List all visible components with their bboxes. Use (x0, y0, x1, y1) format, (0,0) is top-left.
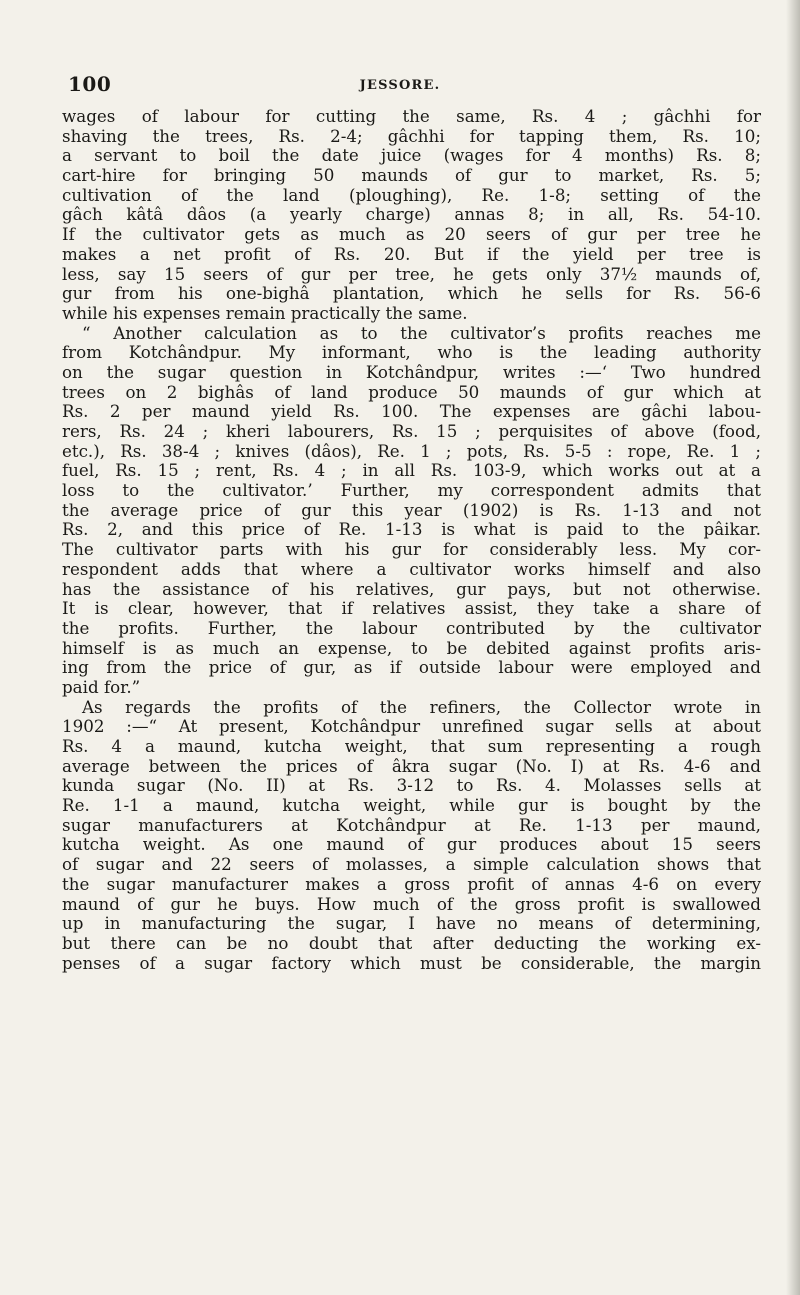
text-line: maund of gur he buys. How much of the gross profit is swallowed (62, 894, 761, 914)
text-line: trees on 2 bighâs of land produce 50 maunds of gur which at (62, 382, 761, 402)
text-line: 1902 :—“ At present, Kotchândpur unrefined sugar sells at about (62, 717, 761, 737)
text-line: from Kotchândpur. My informant, who is the leading authority (62, 343, 761, 363)
page-number: 100 (68, 72, 112, 96)
running-title: JESSORE. (359, 78, 441, 93)
text-line: sugar manufacturers at Kotchândpur at Re. 1-13 per maund, (62, 815, 761, 835)
text-line: fuel, Rs. 15 ; rent, Rs. 4 ; in all Rs. 103-9, which works out at a (62, 461, 761, 481)
text-line: the profits. Further, the labour contributed by the cultivator (62, 618, 761, 638)
text-line: rers, Rs. 24 ; kheri labourers, Rs. 15 ; perquisites of above (food, (62, 422, 761, 441)
text-line: a servant to boil the date juice (wages for 4 months) Rs. 8; (62, 146, 761, 166)
text-line: cart-hire for bringing 50 maunds of gur to market, Rs. 5; (62, 166, 761, 186)
text-line: himself is as much an expense, to be debited against profits aris- (62, 638, 761, 658)
text-line: the sugar manufacturer makes a gross profit of annas 4-6 on every (62, 874, 761, 894)
text-line: gur from his one-bighâ plantation, which he sells for Rs. 56-6 (62, 284, 761, 304)
text-line: If the cultivator gets as much as 20 seers of gur per tree he (62, 225, 761, 245)
text-line: wages of labour for cutting the same, Rs. 4 ; gâchhi for (62, 107, 761, 126)
text-line: kunda sugar (No. II) at Rs. 3-12 to Rs. 4. Molasses sells at (62, 776, 761, 796)
text-line: paid for.” (62, 677, 141, 697)
text-line: ing from the price of gur, as if outside labour were employed and (62, 658, 761, 678)
text-line: respondent adds that where a cultivator works himself and also (62, 559, 761, 579)
body-text (62, 107, 761, 973)
text-line: less, say 15 seers of gur per tree, he gets only 37½ maunds of, (62, 264, 761, 284)
text-line: up in manufacturing the sugar, I have no means of determining, (62, 914, 761, 934)
text-line: Re. 1-1 a maund, kutcha weight, while gur is bought by the (62, 796, 761, 816)
text-line: As regards the profits of the refiners, the Collector wrote in (82, 697, 761, 717)
text-line: loss to the cultivator.’ Further, my correspondent admits that (62, 481, 761, 501)
text-line: average between the prices of âkra sugar (No. I) at Rs. 4-6 and (62, 756, 761, 776)
text-line: has the assistance of his relatives, gur pays, but not otherwise. (62, 579, 761, 599)
text-line: while his expenses remain practically the same. (62, 303, 468, 323)
text-line: Rs. 2 per maund yield Rs. 100. The expenses are gâchi labou- (62, 402, 761, 422)
text-line: makes a net profit of Rs. 20. But if the yield per tree is (62, 244, 761, 264)
text-line: of sugar and 22 seers of molasses, a simple calculation shows that (62, 855, 761, 875)
text-line: kutcha weight. As one maund of gur produces about 15 seers (62, 835, 761, 855)
text-line: It is clear, however, that if relatives assist, they take a share of (62, 599, 761, 619)
text-line: gâch kâtâ dâos (a yearly charge) annas 8; in all, Rs. 54-10. (62, 205, 761, 225)
text-line: etc.), Rs. 38-4 ; knives (dâos), Re. 1 ; pots, Rs. 5-5 : rope, Re. 1 ; (62, 441, 761, 461)
page-edge-shadow (786, 0, 800, 1295)
text-line: on the sugar question in Kotchândpur, writes :—‘ Two hundred (62, 362, 761, 382)
text-line: the average price of gur this year (1902) is Rs. 1-13 and not (62, 500, 761, 520)
text-line: Rs. 2, and this price of Re. 1-13 is what is paid to the pâikar. (62, 520, 761, 540)
text-line: “ Another calculation as to the cultivator’s profits reaches me (82, 323, 761, 343)
text-line: penses of a sugar factory which must be considerable, the margin (62, 953, 761, 973)
text-line: but there can be no doubt that after deducting the working ex- (62, 933, 761, 953)
text-line: The cultivator parts with his gur for considerably less. My cor- (62, 540, 761, 560)
text-line: cultivation of the land (ploughing), Re. 1-8; setting of the (62, 185, 761, 205)
text-line: shaving the trees, Rs. 2-4; gâchhi for tapping them, Rs. 10; (62, 126, 761, 146)
text-line: Rs. 4 a maund, kutcha weight, that sum representing a rough (62, 737, 761, 756)
